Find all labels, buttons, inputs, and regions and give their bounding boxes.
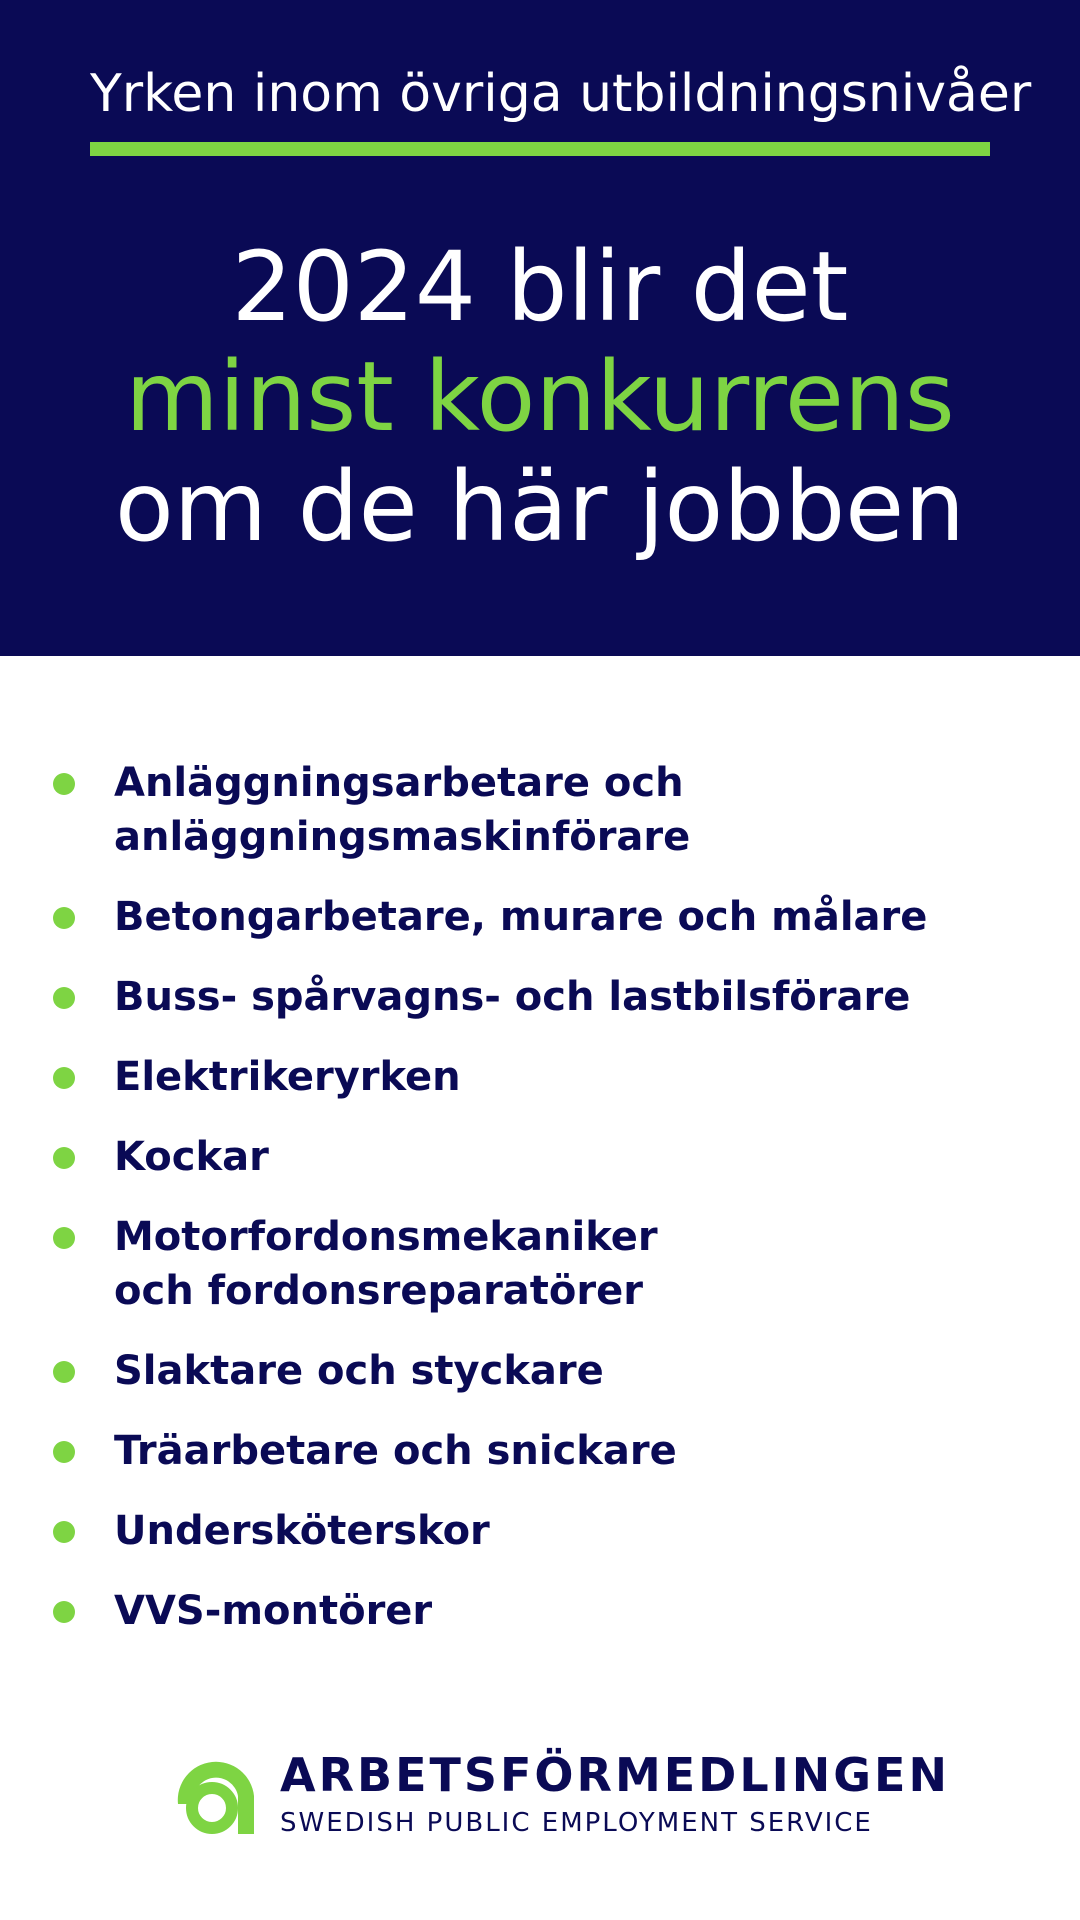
list-item-label: Anläggningsarbetare och bbox=[114, 760, 684, 806]
bullet-icon bbox=[53, 1601, 75, 1623]
headline bbox=[0, 232, 1080, 562]
list-item bbox=[0, 1424, 994, 1478]
list-item bbox=[0, 756, 994, 864]
list-item bbox=[0, 970, 994, 1024]
bullet-icon bbox=[53, 987, 75, 1009]
header-panel bbox=[0, 0, 1080, 656]
list-item-label: Träarbetare och snickare bbox=[114, 1428, 677, 1474]
subtitle: Yrken inom övriga utbildningsnivåer bbox=[90, 64, 1032, 124]
arbetsformedlingen-logo-icon bbox=[168, 1746, 264, 1842]
bullet-icon bbox=[53, 1521, 75, 1543]
arbetsformedlingen-logo bbox=[168, 1746, 950, 1842]
bullet-icon bbox=[53, 773, 75, 795]
list-item bbox=[0, 1584, 994, 1638]
list-item bbox=[0, 1504, 994, 1558]
headline-line-1: 2024 blir det bbox=[231, 231, 849, 343]
bullet-icon bbox=[53, 1147, 75, 1169]
list-item-label: VVS-montörer bbox=[114, 1588, 433, 1634]
list-item bbox=[0, 890, 994, 944]
headline-line-3: om de här jobben bbox=[114, 451, 966, 563]
list-item-label: Undersköterskor bbox=[114, 1508, 490, 1554]
logo-tagline: SWEDISH PUBLIC EMPLOYMENT SERVICE bbox=[280, 1808, 873, 1838]
occupation-list bbox=[0, 756, 1080, 1664]
list-item-label-cont: anläggningsmaskinförare bbox=[114, 814, 691, 860]
headline-line-2: minst konkurrens bbox=[125, 341, 955, 453]
list-item bbox=[0, 1050, 994, 1104]
logo-name: ARBETSFÖRMEDLINGEN bbox=[280, 1748, 950, 1802]
bullet-icon bbox=[53, 1361, 75, 1383]
bullet-icon bbox=[53, 1441, 75, 1463]
subtitle-underline bbox=[90, 142, 990, 156]
list-item-label: Slaktare och styckare bbox=[114, 1348, 604, 1394]
list-item-label: Kockar bbox=[114, 1134, 269, 1180]
list-item-label-cont: och fordonsreparatörer bbox=[114, 1268, 643, 1314]
list-item-label: Motorfordonsmekaniker bbox=[114, 1214, 658, 1260]
list-item bbox=[0, 1344, 994, 1398]
list-item bbox=[0, 1130, 994, 1184]
bullet-icon bbox=[53, 1067, 75, 1089]
list-item-label: Betongarbetare, murare och målare bbox=[114, 894, 928, 940]
list-item-label: Buss- spårvagns- och lastbilsförare bbox=[114, 974, 911, 1020]
list-item bbox=[0, 1210, 994, 1318]
list-item-label: Elektrikeryrken bbox=[114, 1054, 461, 1100]
bullet-icon bbox=[53, 1227, 75, 1249]
bullet-icon bbox=[53, 907, 75, 929]
